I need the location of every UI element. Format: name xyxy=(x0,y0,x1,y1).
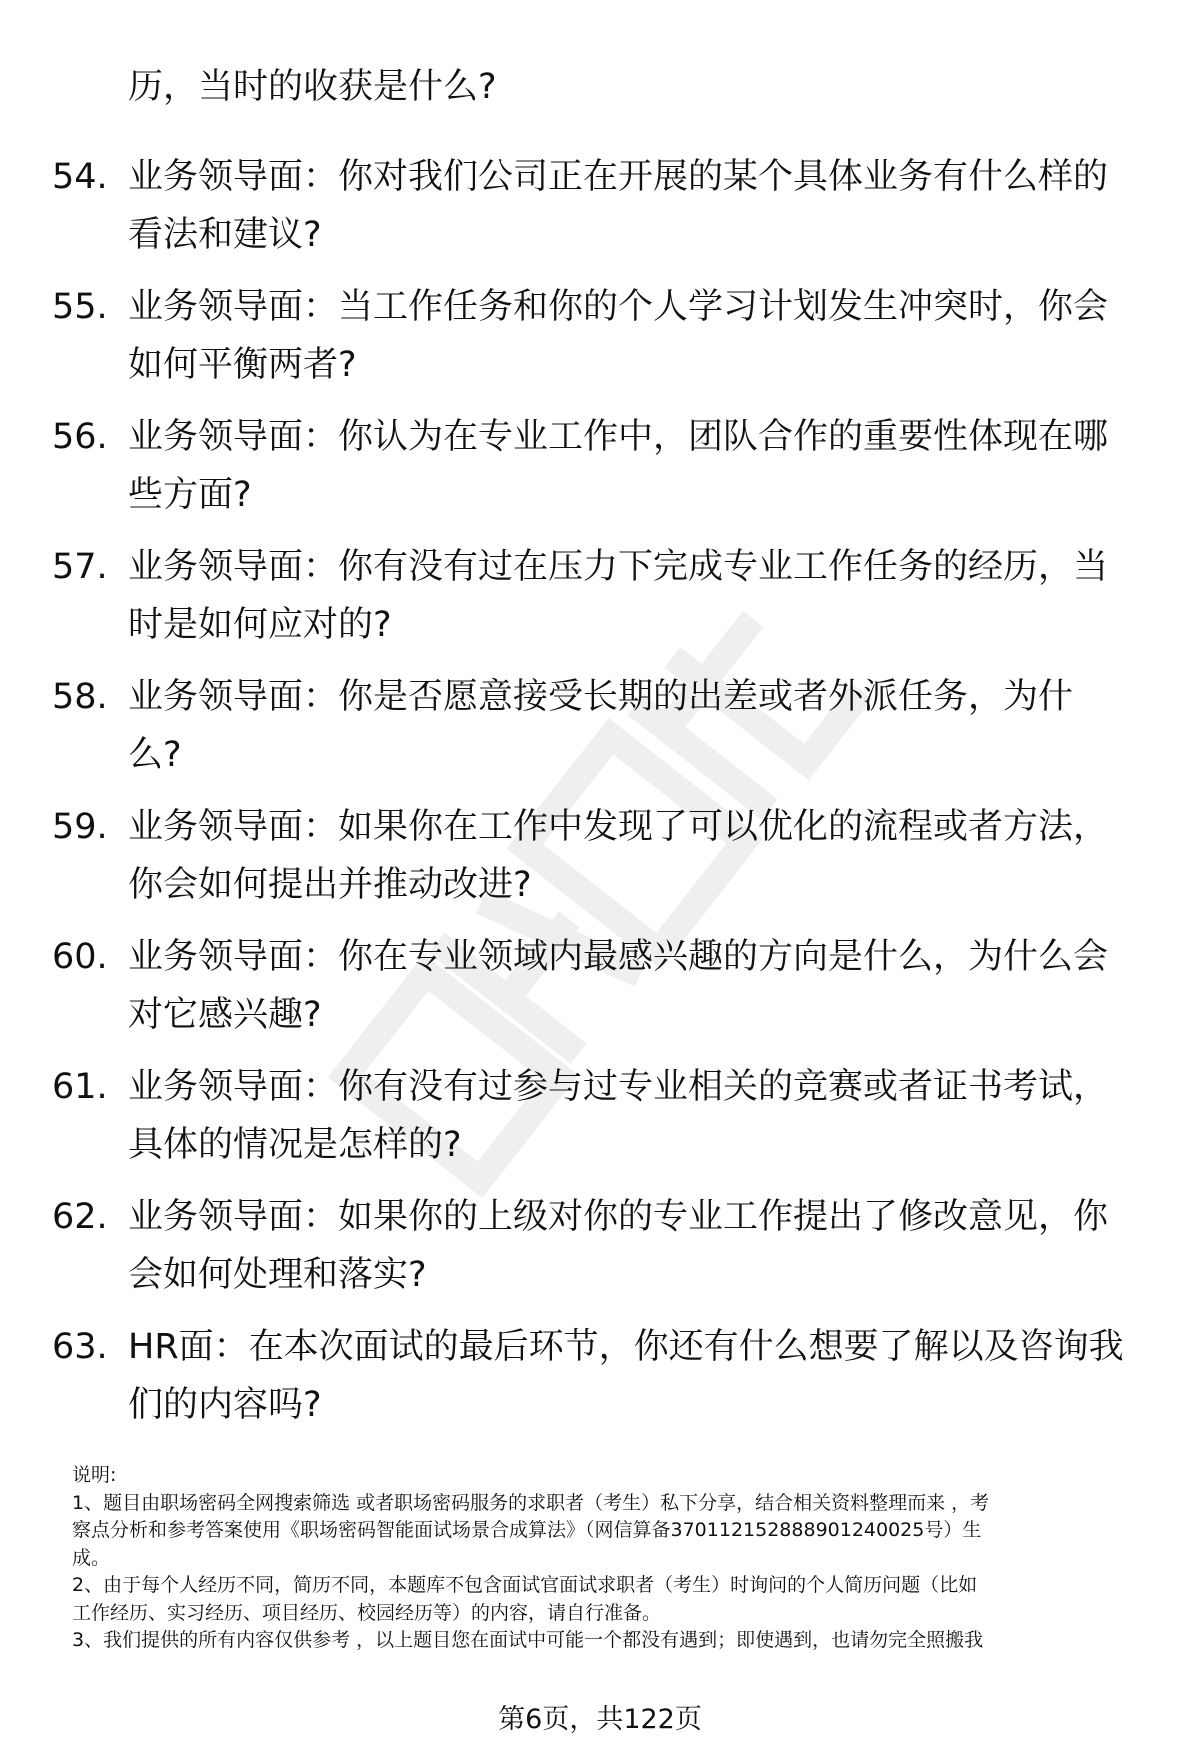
question-number: 57. xyxy=(52,547,108,587)
question-item xyxy=(0,538,1200,668)
note-line: 3、我们提供的所有内容仅供参考 ，以上题目您在面试中可能一个都没有遇到；即使遇到，也请勿完全照搬我 xyxy=(72,1629,984,1651)
question-text xyxy=(128,798,1168,914)
question-number: 58. xyxy=(52,677,108,717)
notes-heading: 说明: xyxy=(72,1464,117,1486)
question-item xyxy=(0,278,1200,408)
question-text xyxy=(128,408,1168,524)
question-line: 对它感兴趣? xyxy=(128,995,322,1035)
question-text xyxy=(128,538,1168,654)
question-item xyxy=(0,928,1200,1058)
question-line: 们的内容吗? xyxy=(128,1385,322,1425)
question-number: 55. xyxy=(52,287,108,327)
question-list xyxy=(0,148,1200,1448)
question-number: 56. xyxy=(52,417,108,457)
question-line: 业务领导面：你是否愿意接受长期的出差或者外派任务，为什 xyxy=(128,677,1074,717)
question-line: 你会如何提出并推动改进? xyxy=(128,865,532,905)
question-number: 62. xyxy=(52,1197,108,1237)
question-line: 业务领导面：你在专业领域内最感兴趣的方向是什么，为什么会 xyxy=(128,937,1109,977)
page-number-footer: 第6页，共122页 xyxy=(498,1704,702,1735)
question-text xyxy=(128,1318,1168,1434)
continued-question-text: 历，当时的收获是什么? xyxy=(128,67,497,107)
question-line: 些方面? xyxy=(128,475,252,515)
question-item xyxy=(0,408,1200,538)
note-line: 1、题目由职场密码全网搜索筛选 或者职场密码服务的求职者（考生）私下分享，结合相关资料整理而来 ，考 xyxy=(72,1491,990,1514)
note-line: 2、由于每个人经历不同，简历不同，本题库不包含面试官面试求职者（考生）时询问的个人简历问题（比如 xyxy=(72,1574,978,1596)
question-item xyxy=(0,1188,1200,1318)
question-line: 具体的情况是怎样的? xyxy=(128,1125,462,1165)
question-line: 业务领导面：你有没有过参与过专业相关的竞赛或者证书考试， xyxy=(128,1067,1109,1107)
note-line: 成。 xyxy=(72,1546,111,1569)
question-number: 63. xyxy=(52,1327,108,1367)
question-line: 会如何处理和落实? xyxy=(128,1255,427,1295)
question-line: 业务领导面：如果你的上级对你的专业工作提出了修改意见，你 xyxy=(128,1197,1109,1237)
question-line: HR面：在本次面试的最后环节，你还有什么想要了解以及咨询我 xyxy=(128,1327,1124,1367)
question-number: 54. xyxy=(52,157,108,197)
question-item xyxy=(0,1318,1200,1448)
notes-section xyxy=(72,1462,1162,1655)
question-item xyxy=(0,148,1200,278)
question-number: 61. xyxy=(52,1067,108,1107)
question-line: 业务领导面：如果你在工作中发现了可以优化的流程或者方法， xyxy=(128,807,1109,847)
question-line: 业务领导面：你认为在专业工作中，团队合作的重要性体现在哪 xyxy=(128,417,1109,457)
question-text xyxy=(128,928,1168,1044)
question-item xyxy=(0,798,1200,928)
question-line: 如何平衡两者? xyxy=(128,345,357,385)
question-line: 业务领导面：你对我们公司正在开展的某个具体业务有什么样的 xyxy=(128,157,1109,197)
question-line: 业务领导面：当工作任务和你的个人学习计划发生冲突时，你会 xyxy=(128,287,1109,327)
note-line: 工作经历、实习经历、项目经历、校园经历等）的内容，请自行准备。 xyxy=(72,1601,662,1624)
question-line: 时是如何应对的? xyxy=(128,605,392,645)
question-item xyxy=(0,1058,1200,1188)
question-number: 60. xyxy=(52,937,108,977)
question-line: 么? xyxy=(128,735,182,775)
question-text xyxy=(128,1188,1168,1304)
question-number: 59. xyxy=(52,807,108,847)
note-line: 察点分析和参考答案使用《职场密码智能面试场景合成算法》（网信算备370112152888901240025号）生 xyxy=(72,1519,982,1541)
question-text xyxy=(128,1058,1168,1174)
question-line: 看法和建议? xyxy=(128,215,322,255)
question-item xyxy=(0,668,1200,798)
question-text xyxy=(128,278,1168,394)
question-text xyxy=(128,668,1168,784)
question-text xyxy=(128,148,1168,264)
question-line: 业务领导面：你有没有过在压力下完成专业工作任务的经历，当 xyxy=(128,547,1109,587)
